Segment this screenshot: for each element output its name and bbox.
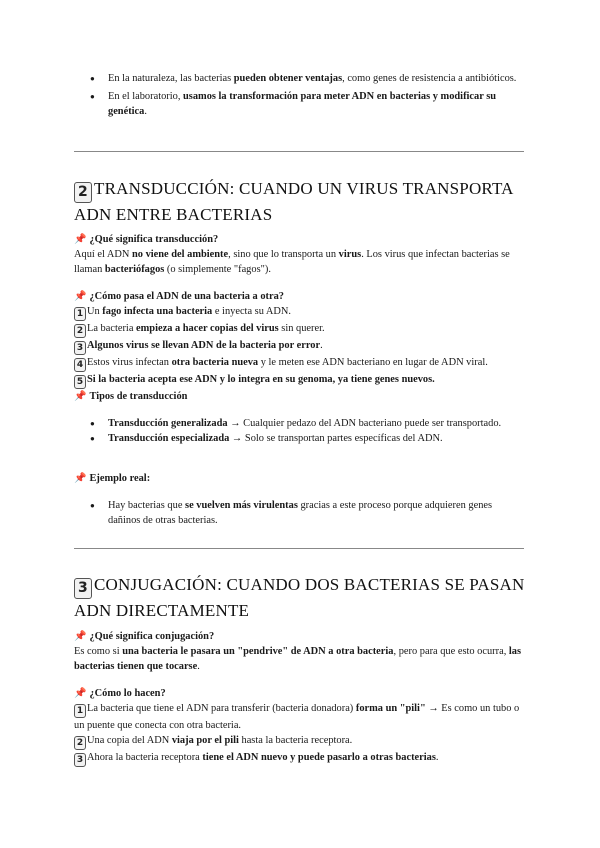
pushpin-icon: 📌 bbox=[74, 291, 87, 302]
example-list bbox=[74, 498, 526, 528]
list-item: ● En el laboratorio, usamos la transformación para meter ADN en bacterias y modificar su genética. bbox=[74, 89, 526, 119]
subheading: 📌 ¿Qué significa transducción? bbox=[74, 234, 219, 245]
numbered-step: 2 La bacteria empieza a hacer copias del virus sin querer. bbox=[74, 321, 526, 338]
list-item: ● Transducción especializada → Solo se transportan partes específicas del ADN. bbox=[74, 431, 526, 446]
subheading: 📌 Tipos de transducción bbox=[74, 391, 188, 402]
list-item: ● Hay bacterias que se vuelven más virulentas gracias a este proceso porque adquieren genes dañinos de otras bacterias. bbox=[74, 498, 526, 528]
keycap-number-icon: 3 bbox=[74, 578, 92, 599]
section-divider bbox=[74, 151, 524, 152]
paragraph: Aquí el ADN no viene del ambiente, sino que lo transporta un virus. Los virus que infectan bacterias se llaman bacteriófagos (o simplemente "fagos"). bbox=[74, 249, 510, 275]
numbered-step: 3 Algunos virus se llevan ADN de la bacteria por error. bbox=[74, 338, 526, 355]
keycap-number-icon: 4 bbox=[74, 358, 86, 372]
conjugation-steps bbox=[74, 686, 526, 767]
conjugation-definition bbox=[74, 629, 526, 674]
numbered-step: 1 La bacteria que tiene el ADN para transferir (bacteria donadora) forma un "pili" → Es como un tubo o un puente que conecta con otra bacteria. bbox=[74, 703, 520, 731]
pushpin-icon: 📌 bbox=[74, 391, 87, 402]
keycap-number-icon: 1 bbox=[74, 307, 86, 321]
pushpin-icon: 📌 bbox=[74, 234, 87, 245]
types-list bbox=[74, 416, 526, 446]
transduction-definition bbox=[74, 232, 526, 277]
subheading: 📌 Ejemplo real: bbox=[74, 473, 151, 484]
numbered-step: 5 Si la bacteria acepta ese ADN y lo integra en su genoma, ya tiene genes nuevos. bbox=[74, 372, 526, 389]
intro-bullet-list bbox=[74, 71, 526, 119]
numbered-step: 3 Ahora la bacteria receptora tiene el ADN nuevo y puede pasarlo a otras bacterias. bbox=[74, 750, 526, 767]
numbered-step: 4 Estos virus infectan otra bacteria nueva y le meten ese ADN bacteriano en lugar de ADN viral. bbox=[74, 355, 526, 372]
transduction-types bbox=[74, 389, 526, 446]
list-item: ● Transducción generalizada → Cualquier pedazo del ADN bacteriano puede ser transportado. bbox=[74, 416, 526, 431]
subheading: 📌 ¿Cómo pasa el ADN de una bacteria a otra? bbox=[74, 291, 284, 302]
pushpin-icon: 📌 bbox=[74, 473, 87, 484]
numbered-step: 2 Una copia del ADN viaja por el pili hasta la bacteria receptora. bbox=[74, 733, 526, 750]
keycap-number-icon: 5 bbox=[74, 375, 86, 389]
list-item: ● En la naturaleza, las bacterias pueden obtener ventajas, como genes de resistencia a antibióticos. bbox=[74, 71, 526, 86]
transduction-example bbox=[74, 471, 526, 528]
paragraph: Es como si una bacteria le pasara un "pendrive" de ADN a otra bacteria, pero para que esto ocurra, las bacterias tienen que tocarse. bbox=[74, 646, 522, 672]
keycap-number-icon: 2 bbox=[74, 736, 86, 750]
section-2-title: 2 TRANSDUCCIÓN: CUANDO UN VIRUS TRANSPORTA ADN ENTRE BACTERIAS bbox=[74, 179, 513, 224]
keycap-number-icon: 2 bbox=[74, 324, 86, 338]
pushpin-icon: 📌 bbox=[74, 631, 87, 642]
pushpin-icon: 📌 bbox=[74, 688, 87, 699]
section-divider bbox=[74, 548, 524, 549]
subheading: 📌 ¿Cómo lo hacen? bbox=[74, 688, 166, 699]
transduction-steps bbox=[74, 289, 526, 389]
keycap-number-icon: 3 bbox=[74, 753, 86, 767]
keycap-number-icon: 1 bbox=[74, 704, 86, 718]
keycap-number-icon: 3 bbox=[74, 341, 86, 355]
subheading: 📌 ¿Qué significa conjugación? bbox=[74, 631, 215, 642]
keycap-number-icon: 2 bbox=[74, 182, 92, 203]
numbered-step: 1 Un fago infecta una bacteria e inyecta su ADN. bbox=[74, 304, 526, 321]
section-3-title: 3 CONJUGACIÓN: CUANDO DOS BACTERIAS SE PASAN ADN DIRECTAMENTE bbox=[74, 575, 525, 620]
